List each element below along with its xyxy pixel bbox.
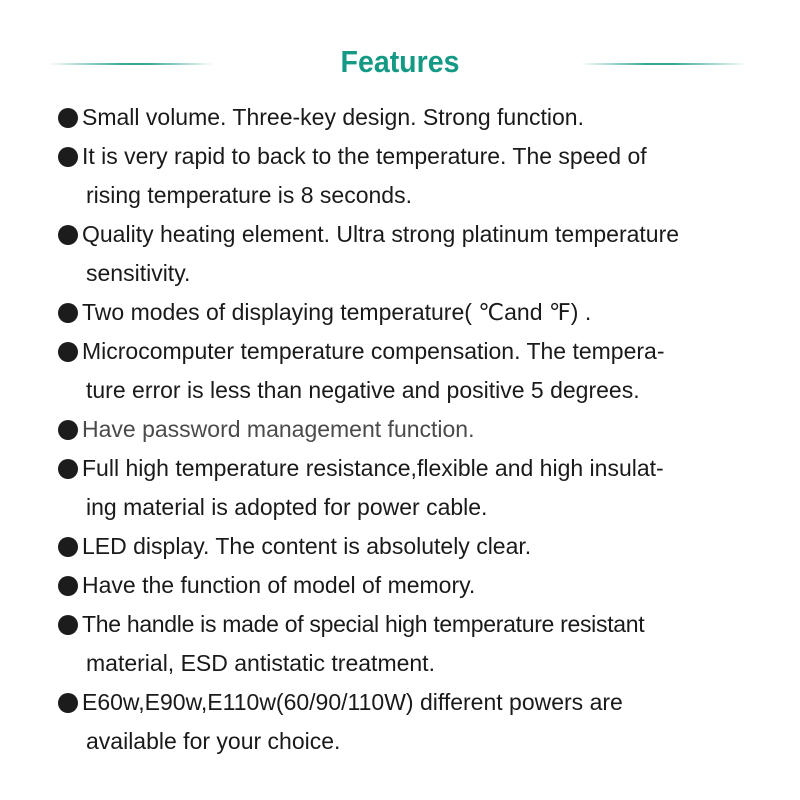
feature-item-small-volume (58, 98, 778, 137)
feature-text: Full high temperature resistance,flexible and high insulat- (82, 455, 664, 481)
feature-text-continued: ture error is less than negative and positive 5 degrees. (86, 377, 640, 403)
feature-text: Quality heating element. Ultra strong platinum temperature (82, 221, 680, 247)
title-divider-right (580, 63, 748, 65)
feature-item-password (58, 410, 778, 449)
feature-item-rapid-heating (58, 137, 778, 215)
feature-list (58, 98, 778, 761)
bullet-icon (58, 420, 78, 440)
feature-text: Have the function of model of memory. (82, 572, 476, 598)
feature-text: E60w,E90w,E110w(60/90/110W) different powers are (82, 689, 623, 715)
bullet-icon (58, 225, 78, 245)
bullet-icon (58, 108, 78, 128)
feature-text: The handle is made of special high temperature resistant (82, 611, 645, 637)
feature-item-memory (58, 566, 778, 605)
bullet-icon (58, 459, 78, 479)
feature-text: It is very rapid to back to the temperature. The speed of (82, 143, 647, 169)
page-title: Features (340, 44, 460, 79)
feature-text-continued: rising temperature is 8 seconds. (86, 182, 412, 208)
bullet-icon (58, 576, 78, 596)
feature-item-temperature-modes (58, 293, 778, 332)
feature-text: Two modes of displaying temperature( ℃and ℉) . (82, 299, 592, 325)
features-header (0, 38, 800, 86)
feature-item-power-cable (58, 449, 778, 527)
feature-text: LED display. The content is absolutely clear. (82, 533, 532, 559)
bullet-icon (58, 147, 78, 167)
feature-text-continued: sensitivity. (86, 260, 191, 286)
bullet-icon (58, 303, 78, 323)
bullet-icon (58, 693, 78, 713)
feature-item-compensation (58, 332, 778, 410)
bullet-icon (58, 615, 78, 635)
feature-text: Small volume. Three-key design. Strong function. (82, 104, 584, 130)
feature-text-continued: material, ESD antistatic treatment. (86, 650, 435, 676)
feature-text-continued: ing material is adopted for power cable. (86, 494, 488, 520)
feature-text-continued: available for your choice. (86, 728, 341, 754)
bullet-icon (58, 537, 78, 557)
feature-item-led-display (58, 527, 778, 566)
feature-text: Microcomputer temperature compensation. The tempera- (82, 338, 665, 364)
feature-text: Have password management function. (82, 416, 475, 442)
feature-item-power-options (58, 683, 778, 761)
feature-item-heating-element (58, 215, 778, 293)
bullet-icon (58, 342, 78, 362)
feature-item-handle (58, 605, 778, 683)
